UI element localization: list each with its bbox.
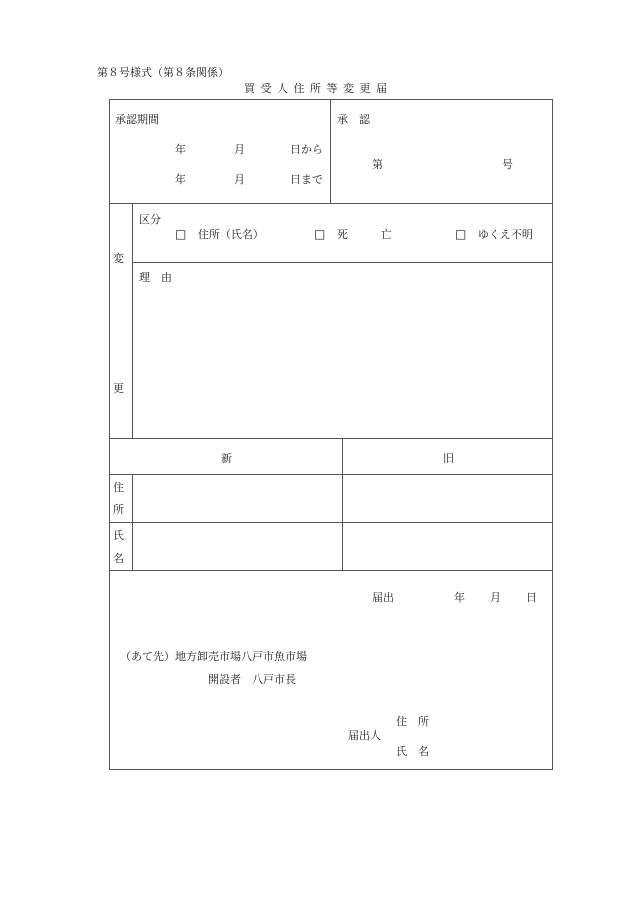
period-end-year: 年 <box>175 173 186 186</box>
option-address-name[interactable] <box>175 226 264 242</box>
name-row-label-1: 氏 <box>113 529 124 542</box>
form-number: 第８号様式（第８条関係） <box>97 66 229 79</box>
new-name-field[interactable] <box>134 524 340 568</box>
checkbox-icon: □ <box>455 227 467 241</box>
approval-dai: 第 <box>372 158 383 171</box>
period-end-month: 月 <box>234 173 245 186</box>
new-address-field[interactable] <box>134 476 340 520</box>
new-header: 新 <box>221 452 232 465</box>
applicant-address-label: 住 所 <box>396 715 429 728</box>
filed-day: 日 <box>526 591 537 604</box>
category-label: 区分 <box>139 213 161 226</box>
approval-period-label: 承認期間 <box>115 113 159 126</box>
old-header: 旧 <box>443 452 454 465</box>
founder: 開設者 八戸市長 <box>208 673 296 686</box>
checkbox-icon: □ <box>175 227 187 241</box>
address-row-label-2: 所 <box>113 503 124 516</box>
change-side-label-bottom: 更 <box>113 382 124 395</box>
period-start-year: 年 <box>175 143 186 156</box>
document-title: 買 受 人 住 所 等 変 更 届 <box>244 82 388 95</box>
option-death[interactable] <box>314 226 392 242</box>
option-missing[interactable] <box>455 226 533 242</box>
filed-year: 年 <box>454 591 465 604</box>
addressee: （あて先）地方卸売市場八戸市魚市場 <box>120 650 307 663</box>
period-start-day: 日から <box>290 143 323 156</box>
filed-month: 月 <box>490 591 501 604</box>
approval-label: 承 認 <box>337 113 370 126</box>
filed-label: 届出 <box>372 591 394 604</box>
name-row-label-2: 名 <box>113 552 124 565</box>
option-label: 住所（氏名） <box>197 228 264 241</box>
change-side-label-top: 変 <box>113 252 124 265</box>
reason-label: 理 由 <box>139 271 172 284</box>
reason-field[interactable] <box>136 286 548 434</box>
period-end-day: 日まで <box>290 173 323 186</box>
address-row-label-1: 住 <box>113 481 124 494</box>
approval-go: 号 <box>502 158 513 171</box>
old-name-field[interactable] <box>344 524 550 568</box>
option-label: 死 亡 <box>336 228 392 241</box>
applicant-label: 届出人 <box>348 729 381 742</box>
applicant-name-label: 氏 名 <box>396 745 429 758</box>
period-start-month: 月 <box>234 143 245 156</box>
old-address-field[interactable] <box>344 476 550 520</box>
checkbox-icon: □ <box>314 227 326 241</box>
option-label: ゆくえ不明 <box>477 228 533 241</box>
